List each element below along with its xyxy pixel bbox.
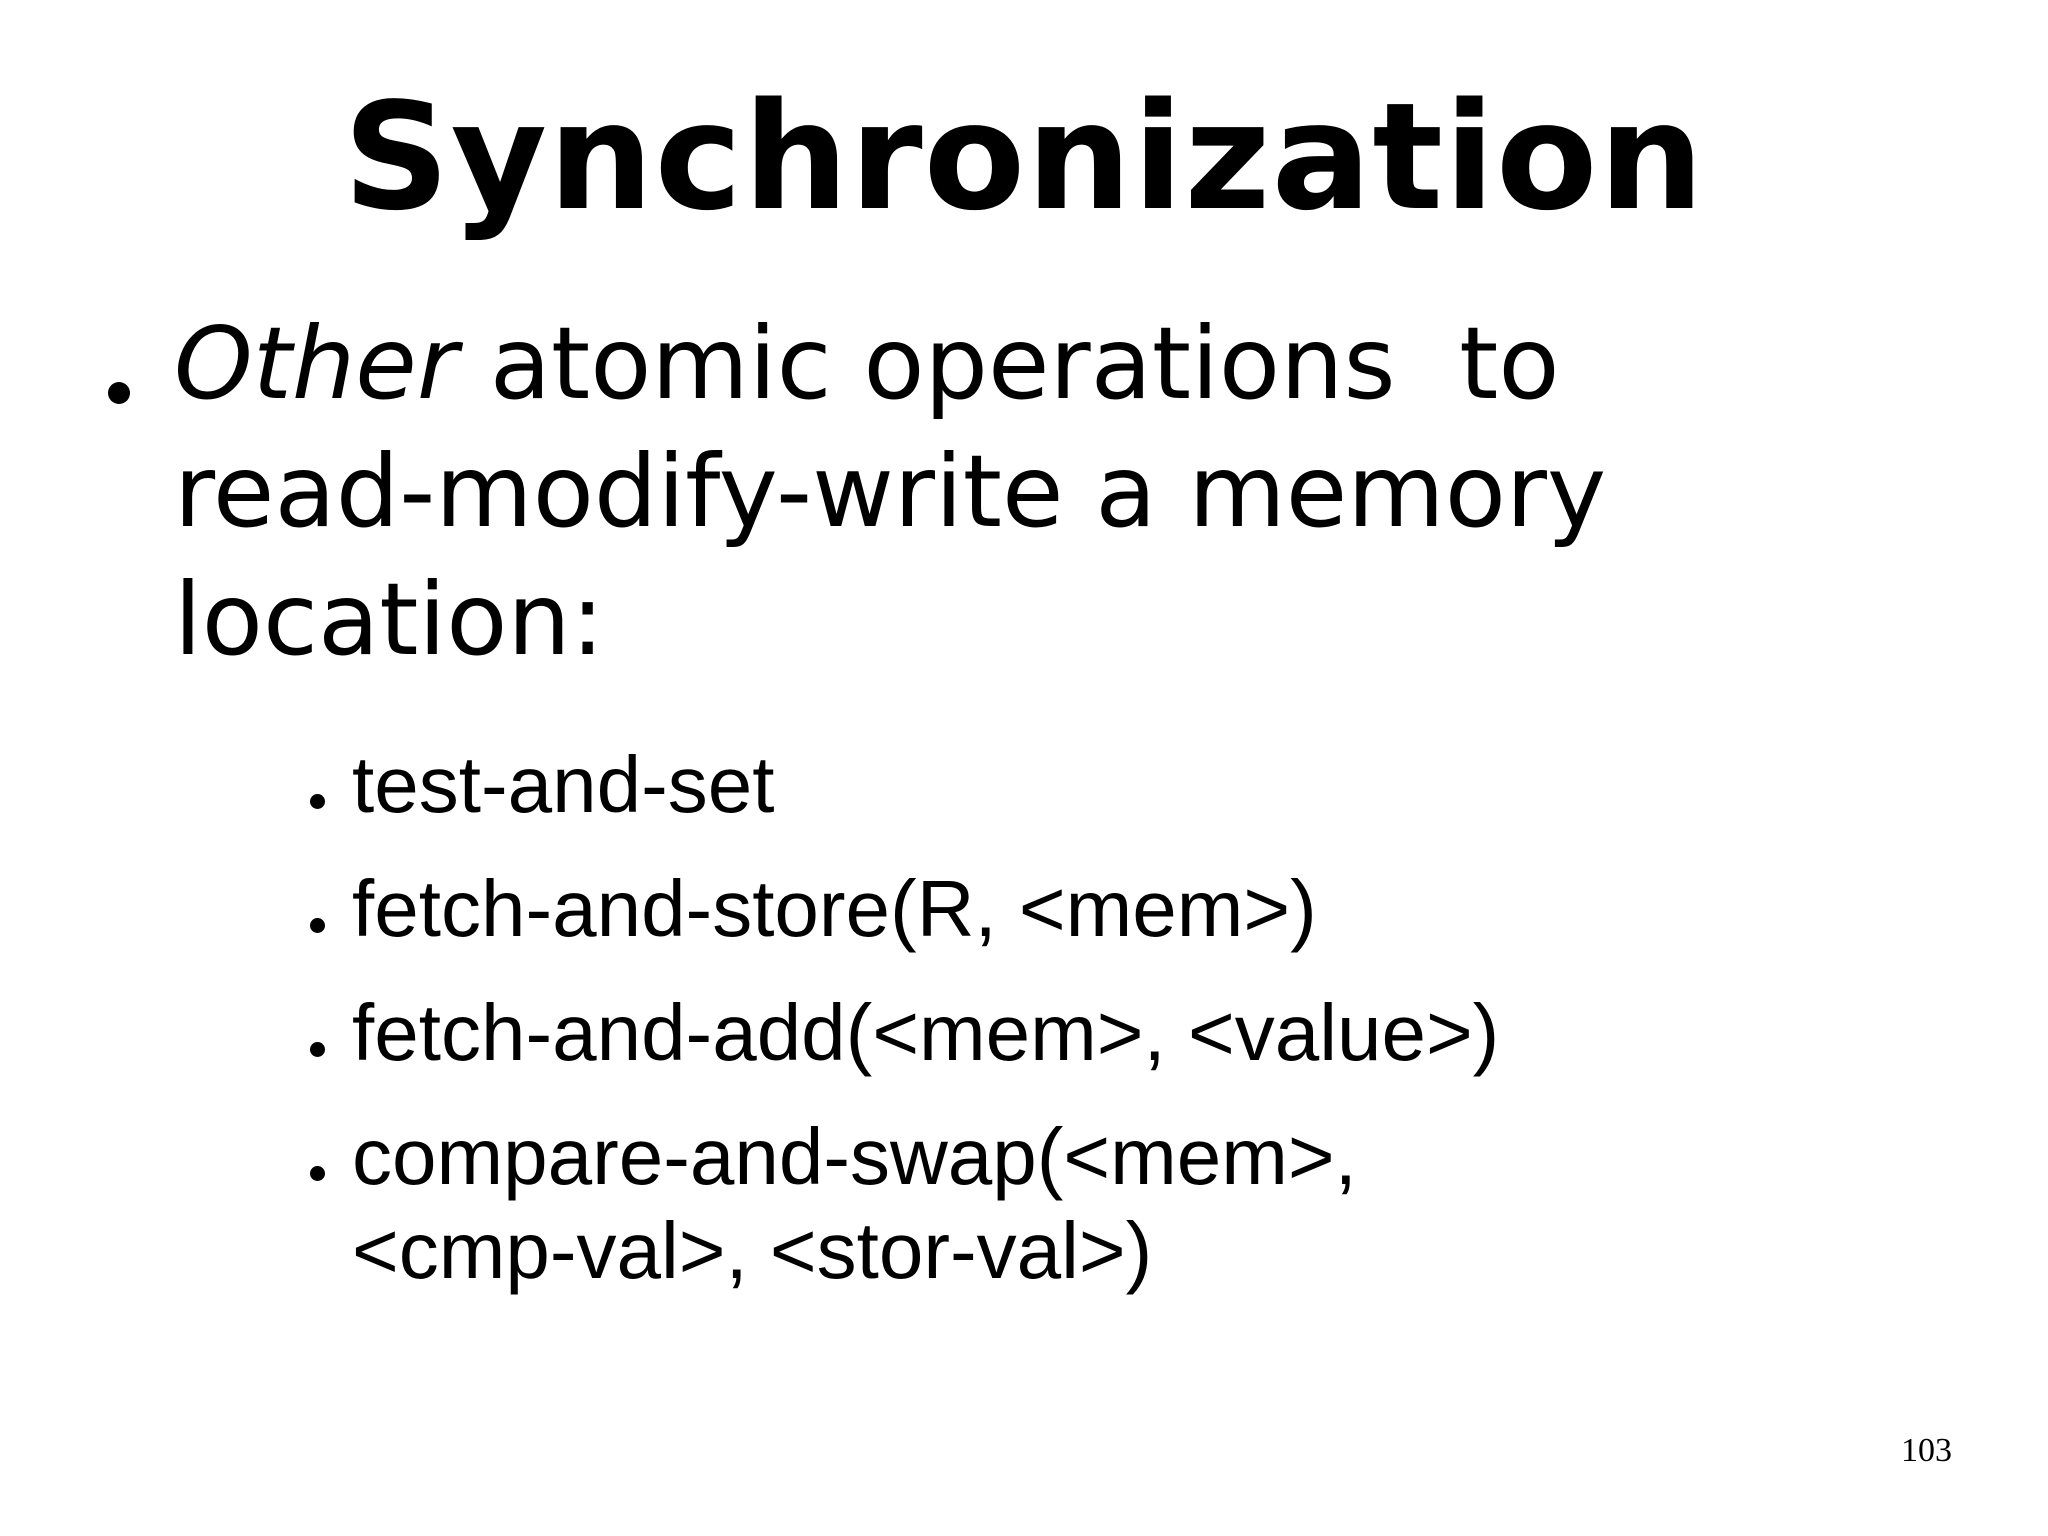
main-bullet bbox=[108, 300, 1908, 684]
sub-bullet-text: compare-and-swap(<mem>, bbox=[352, 1112, 1357, 1201]
sub-bullet-text: fetch-and-add(<mem>, <value>) bbox=[352, 988, 1500, 1077]
sub-bullet-item bbox=[306, 862, 1499, 956]
page-number: 103 bbox=[1901, 1432, 1952, 1469]
sub-bullet-list bbox=[306, 738, 1499, 1328]
sub-bullet-item bbox=[306, 1110, 1499, 1298]
main-bullet-line-2: read-modify-write a memory bbox=[174, 433, 1607, 550]
sub-bullet-item bbox=[306, 738, 1499, 832]
sub-bullet-dot-icon bbox=[310, 1042, 325, 1057]
slide-title: Synchronization bbox=[343, 71, 1705, 243]
bullet-dot-icon bbox=[108, 382, 130, 404]
sub-bullet-dot-icon bbox=[310, 918, 325, 933]
main-bullet-text bbox=[174, 300, 1824, 684]
main-bullet-line-1 bbox=[174, 300, 1824, 428]
sub-bullet-text: fetch-and-store(R, <mem>) bbox=[352, 864, 1317, 953]
sub-bullet-text: test-and-set bbox=[352, 740, 775, 829]
main-bullet-first-word: Other bbox=[174, 305, 458, 422]
main-bullet-line-1-rest: atomic operations to bbox=[457, 305, 1560, 422]
main-bullet-line-3: location: bbox=[174, 561, 605, 678]
sub-bullet-item bbox=[306, 986, 1499, 1080]
sub-bullet-dot-icon bbox=[310, 794, 325, 809]
sub-bullet-dot-icon bbox=[310, 1166, 325, 1181]
sub-bullet-text-continued: <cmp-val>, <stor-val>) bbox=[352, 1206, 1153, 1295]
